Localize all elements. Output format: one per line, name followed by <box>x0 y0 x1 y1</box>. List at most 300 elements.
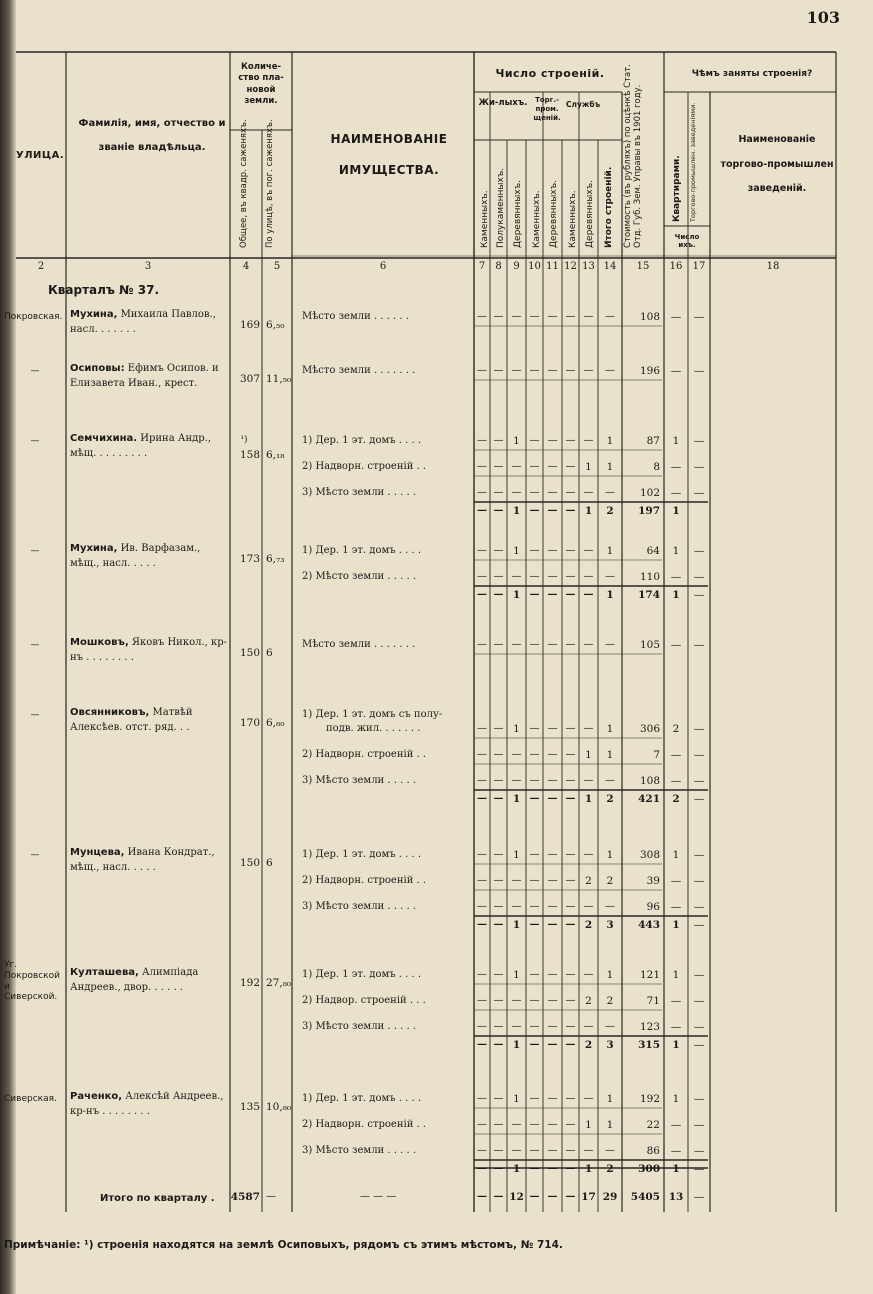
building-count-cell: — <box>477 793 487 804</box>
street-cell: — <box>30 546 40 556</box>
property-item: 3) Мѣсто земли . . . . . <box>302 487 416 498</box>
building-count-cell: — <box>477 775 487 786</box>
land-street-cell: 6 <box>266 857 273 869</box>
building-count-cell: — <box>493 461 504 472</box>
building-count-cell: — <box>493 849 504 860</box>
property-item: 2) Надворн. строеній . . <box>302 1119 427 1130</box>
land-street-cell: 6,₅₀ <box>266 319 285 331</box>
building-count-cell: — <box>477 723 487 734</box>
owner-name <box>70 362 228 391</box>
land-street-cell: 6,₇₃ <box>266 553 285 565</box>
building-count-cell: — <box>547 793 558 804</box>
street-cell: — <box>30 850 40 860</box>
building-count-cell: — <box>529 1039 540 1050</box>
building-count-cell: 1 <box>606 435 614 447</box>
building-count-cell: — <box>565 749 576 760</box>
value-cell: 196 <box>639 365 660 377</box>
building-count-cell: — <box>529 919 540 930</box>
building-count-cell: — <box>583 849 594 860</box>
column-number: 10 <box>528 261 541 272</box>
header-stone-3: Каменныхъ. <box>568 190 578 248</box>
apartments-cell: 1 <box>672 969 680 981</box>
building-count-cell: — <box>493 1191 504 1202</box>
value-cell: 315 <box>638 1039 660 1051</box>
apartments-cell: 1 <box>672 849 680 861</box>
building-count-cell: — <box>493 545 504 556</box>
building-count-cell: 17 <box>581 1191 596 1203</box>
building-count-cell: — <box>477 545 487 556</box>
trade-cell: — <box>693 1093 705 1105</box>
property-item: 2) Надвор. строеній . . . <box>302 995 426 1006</box>
value-cell: 105 <box>639 639 660 651</box>
building-count-cell: — <box>547 1039 558 1050</box>
apartments-cell: — <box>670 749 682 761</box>
value-cell: 86 <box>646 1145 660 1157</box>
trade-cell: — <box>693 435 705 447</box>
header-semistone: Полукаменныхъ. <box>496 167 506 248</box>
building-count-cell: — <box>547 435 558 446</box>
building-count-cell: — <box>565 995 576 1006</box>
apartments-cell: — <box>670 1021 682 1033</box>
column-number: 15 <box>636 261 650 272</box>
value-cell: 64 <box>646 545 660 557</box>
owner-name <box>70 636 228 665</box>
trade-cell: — <box>693 1039 705 1051</box>
building-count-cell: 1 <box>513 545 520 557</box>
building-count-cell: — <box>493 311 504 322</box>
column-number: 12 <box>564 261 577 272</box>
value-cell: 174 <box>638 589 660 601</box>
building-count-cell: 3 <box>606 1039 614 1051</box>
building-count-cell: — <box>605 365 615 376</box>
building-count-cell: — <box>583 901 594 912</box>
owner-surname: Осиповы: <box>70 363 125 374</box>
building-count-cell: — <box>605 901 615 912</box>
building-count-cell: — <box>565 505 576 516</box>
owner-details: Алексѣй Андреев., кр-нъ . . . . . . . . <box>70 1091 224 1117</box>
apartments-cell: — <box>670 365 682 377</box>
grand-total-land: 4587 <box>230 1191 260 1203</box>
building-count-cell: — <box>547 1119 558 1130</box>
column-number: 11 <box>546 261 559 272</box>
building-count-cell: — <box>547 589 558 600</box>
building-count-cell: — <box>477 571 487 582</box>
building-count-cell: — <box>565 1093 576 1104</box>
building-count-cell: — <box>529 849 540 860</box>
land-street-cell: 6,₁₈ <box>266 449 285 461</box>
property-item: 2) Мѣсто земли . . . . . <box>302 571 416 582</box>
building-count-cell: — <box>529 1145 540 1156</box>
property-item: 3) Мѣсто земли . . . . . <box>302 1145 416 1156</box>
building-count-cell: — <box>583 365 594 376</box>
property-item: Мѣсто земли . . . . . . . <box>302 639 416 650</box>
building-count-cell: — <box>493 1021 504 1032</box>
building-count-cell: — <box>511 901 522 912</box>
building-count-cell: — <box>493 775 504 786</box>
land-street-cell: 27,₈₀ <box>266 977 292 989</box>
property-item: 1) Дер. 1 эт. домъ . . . . <box>302 849 422 860</box>
column-number: 18 <box>766 261 780 272</box>
header-stone-2: Каменныхъ. <box>532 190 542 248</box>
building-count-cell: — <box>547 969 558 980</box>
building-count-cell: — <box>529 875 540 886</box>
header-land-street: По улицѣ, въ пог. саженяхъ. <box>265 119 275 248</box>
building-count-cell: — <box>477 435 487 446</box>
building-count-cell: 1 <box>585 461 592 473</box>
building-count-cell: — <box>477 589 487 600</box>
building-count-cell: — <box>583 545 594 556</box>
owner-name <box>70 308 228 337</box>
building-count-cell: — <box>583 1021 594 1032</box>
building-count-cell: — <box>565 311 576 322</box>
land-street-cell: 6 <box>266 647 273 659</box>
building-count-cell: — <box>511 1119 522 1130</box>
owner-surname: Мунцева, <box>70 847 125 858</box>
street-cell: Покровская. <box>4 312 63 322</box>
land-total-cell: 158 <box>239 449 260 461</box>
building-count-cell: 3 <box>606 919 614 931</box>
building-count-cell: 2 <box>606 505 614 517</box>
building-count-cell: — <box>565 723 576 734</box>
owner-details: Матвѣй Алексѣев. отст. ряд. . . <box>70 707 193 733</box>
trade-cell: — <box>693 545 705 557</box>
building-count-cell: — <box>547 875 558 886</box>
building-count-cell: — <box>583 435 594 446</box>
header-wooden-2: Деревянныхъ. <box>549 180 559 248</box>
owner-details: Алимпіада Андреев., двор. . . . . . <box>70 967 199 993</box>
header-stone-1: Каменныхъ. <box>480 190 490 248</box>
building-count-cell: 1 <box>606 723 614 735</box>
column-number: 13 <box>582 261 595 272</box>
header-wooden-3: Деревянныхъ. <box>585 180 595 248</box>
apartments-cell: 2 <box>672 793 680 805</box>
header-trade: Торг.-пром. щеній. <box>533 96 561 122</box>
column-number: 3 <box>144 261 152 272</box>
page-number: 103 <box>806 8 840 27</box>
trade-cell: — <box>693 1145 705 1157</box>
building-count-cell: — <box>565 775 576 786</box>
building-count-cell: 1 <box>606 749 614 761</box>
apartments-cell: — <box>670 901 682 913</box>
land-total-cell: 169 <box>239 319 260 331</box>
header-trade-est: Торгово-промышлен. заведеніями. <box>689 102 697 222</box>
building-count-cell: 1 <box>513 849 520 861</box>
building-count-cell: — <box>547 505 558 516</box>
property-item: 1) Дер. 1 эт. домъ съ полу- <box>302 709 443 720</box>
building-count-cell: — <box>477 1145 487 1156</box>
apartments-cell: — <box>670 311 682 323</box>
value-cell: 5405 <box>630 1191 660 1203</box>
trade-cell: — <box>693 639 705 651</box>
value-cell: 300 <box>638 1163 660 1175</box>
building-count-cell: — <box>547 1145 558 1156</box>
quarter-title: Кварталъ № 37. <box>48 283 159 297</box>
value-cell: 7 <box>653 749 660 761</box>
owner-name <box>70 966 228 995</box>
property-item: 1) Дер. 1 эт. домъ . . . . <box>302 435 422 446</box>
building-count-cell: — <box>493 1039 504 1050</box>
land-footnote-mark: ¹) <box>240 435 248 445</box>
building-count-cell: — <box>477 1119 487 1130</box>
street-cell: — <box>30 436 40 446</box>
building-count-cell: — <box>565 639 576 650</box>
building-count-cell: 2 <box>606 793 614 805</box>
building-count-cell: — <box>493 505 504 516</box>
column-number: 17 <box>692 261 706 272</box>
building-count-cell: — <box>529 995 540 1006</box>
apartments-cell: — <box>670 1145 682 1157</box>
building-count-cell: — <box>529 749 540 760</box>
header-trade-name: Наименованіе торгово-промышлен заведеній. <box>720 134 834 195</box>
owner-name <box>70 1090 228 1119</box>
building-count-cell: — <box>547 639 558 650</box>
building-count-cell: 1 <box>512 1039 521 1051</box>
building-count-cell: — <box>583 311 594 322</box>
building-count-cell: 2 <box>584 919 593 931</box>
property-item: 3) Мѣсто земли . . . . . <box>302 901 416 912</box>
building-count-cell: — <box>477 1093 487 1104</box>
building-count-cell: — <box>547 775 558 786</box>
owner-name <box>70 846 228 875</box>
trade-cell: — <box>693 793 705 805</box>
building-count-cell: 1 <box>512 505 521 517</box>
building-count-cell: — <box>511 775 522 786</box>
column-number: 5 <box>273 261 281 272</box>
building-count-cell: — <box>493 793 504 804</box>
value-cell: 87 <box>646 435 660 447</box>
apartments-cell: 1 <box>672 1093 680 1105</box>
land-total-cell: 135 <box>239 1101 260 1113</box>
building-count-cell: — <box>477 749 487 760</box>
building-count-cell: — <box>565 849 576 860</box>
building-count-cell: — <box>511 487 522 498</box>
building-count-cell: — <box>605 775 615 786</box>
value-cell: 22 <box>646 1119 660 1131</box>
building-count-cell: — <box>605 571 615 582</box>
building-count-cell: 2 <box>606 875 614 887</box>
building-count-cell: — <box>547 365 558 376</box>
building-count-cell: — <box>529 723 540 734</box>
apartments-cell: — <box>670 639 682 651</box>
value-cell: 306 <box>639 723 660 735</box>
building-count-cell: 1 <box>512 919 521 931</box>
header-total-buildings: Итого строеній. <box>604 166 614 248</box>
building-count-cell: — <box>565 969 576 980</box>
building-count-cell: — <box>565 1021 576 1032</box>
building-count-cell: — <box>529 311 540 322</box>
trade-cell: — <box>693 461 705 473</box>
value-cell: 102 <box>639 487 660 499</box>
building-count-cell: — <box>529 1163 540 1174</box>
trade-cell: — <box>693 969 705 981</box>
building-count-cell: — <box>493 487 504 498</box>
building-count-cell: 1 <box>513 435 520 447</box>
building-count-cell: — <box>493 875 504 886</box>
apartments-cell: 1 <box>672 1163 680 1175</box>
apartments-cell: — <box>670 487 682 499</box>
building-count-cell: 1 <box>512 793 521 805</box>
trade-cell: — <box>693 775 705 787</box>
building-count-cell: — <box>493 969 504 980</box>
header-land-total: Общее, въ квадр. саженяхъ. <box>239 119 249 248</box>
value-cell: 421 <box>638 793 660 805</box>
trade-cell: — <box>693 723 705 735</box>
apartments-cell: — <box>670 461 682 473</box>
building-count-cell: — <box>529 589 540 600</box>
building-count-cell: — <box>565 461 576 472</box>
building-count-cell: — <box>529 901 540 912</box>
building-count-cell: — <box>565 1119 576 1130</box>
building-count-cell: — <box>605 639 615 650</box>
building-count-cell: — <box>529 435 540 446</box>
building-count-cell: — <box>511 311 522 322</box>
building-count-cell: 1 <box>606 589 614 601</box>
building-count-cell: — <box>605 1145 615 1156</box>
building-count-cell: — <box>565 1145 576 1156</box>
building-count-cell: — <box>477 1163 487 1174</box>
trade-cell: — <box>693 571 705 583</box>
building-count-cell: 1 <box>512 589 521 601</box>
property-item: 3) Мѣсто земли . . . . . <box>302 775 416 786</box>
building-count-cell: — <box>477 487 487 498</box>
property-item: 2) Надворн. строеній . . <box>302 461 427 472</box>
trade-cell: — <box>693 749 705 761</box>
building-count-cell: 1 <box>512 1163 521 1175</box>
building-count-cell: — <box>493 919 504 930</box>
building-count-cell: — <box>511 571 522 582</box>
value-cell: 443 <box>638 919 660 931</box>
trade-cell: — <box>693 589 705 601</box>
value-cell: 110 <box>639 571 660 583</box>
value-cell: 192 <box>639 1093 660 1105</box>
building-count-cell: 2 <box>606 995 614 1007</box>
building-count-cell: — <box>583 723 594 734</box>
building-count-cell: — <box>529 545 540 556</box>
building-count-cell: 1 <box>513 723 520 735</box>
building-count-cell: — <box>547 901 558 912</box>
building-count-cell: — <box>477 1039 487 1050</box>
building-count-cell: — <box>511 639 522 650</box>
building-count-cell: — <box>583 969 594 980</box>
value-cell: 308 <box>639 849 660 861</box>
building-count-cell: — <box>547 461 558 472</box>
building-count-cell: 2 <box>606 1163 614 1175</box>
column-number: 9 <box>513 261 520 272</box>
value-cell: 8 <box>653 461 660 473</box>
header-land: Количе-ство пла-новой земли. <box>238 62 284 107</box>
apartments-cell: — <box>670 775 682 787</box>
footnote: Примѣчаніе: ¹) строенія находятся на землѣ Осиповыхъ, рядомъ съ этимъ мѣстомъ, № 714. <box>4 1239 563 1251</box>
owner-surname: Мухина, <box>70 309 118 320</box>
owner-details: Михаила Павлов., насл. . . . . . . <box>70 309 216 335</box>
apartments-cell: 1 <box>672 1039 680 1051</box>
building-count-cell: — <box>511 875 522 886</box>
value-cell: 71 <box>646 995 660 1007</box>
building-count-cell: — <box>583 1093 594 1104</box>
building-count-cell: — <box>529 775 540 786</box>
column-number: 7 <box>478 261 486 272</box>
building-count-cell: — <box>547 919 558 930</box>
grand-total-property: — — — <box>360 1191 397 1202</box>
owner-surname: Култашева, <box>70 967 139 978</box>
street-cell: — <box>30 366 40 376</box>
building-count-cell: — <box>477 919 487 930</box>
land-street-cell: 6,₈₀ <box>266 717 285 729</box>
building-count-cell: — <box>565 1039 576 1050</box>
building-count-cell: — <box>493 749 504 760</box>
building-count-cell: — <box>529 505 540 516</box>
owner-surname: Овсянниковъ, <box>70 707 150 718</box>
building-count-cell: — <box>477 875 487 886</box>
building-count-cell: 29 <box>602 1191 618 1203</box>
building-count-cell: — <box>547 1093 558 1104</box>
header-service: Службъ <box>566 100 601 109</box>
building-count-cell: — <box>565 875 576 886</box>
building-count-cell: — <box>529 1021 540 1032</box>
trade-cell: — <box>693 995 705 1007</box>
building-count-cell: — <box>477 461 487 472</box>
column-number: 14 <box>603 261 617 272</box>
header-value: Стоимость (въ рубляхъ) по оцѣнкѣ Стат. Отд. Губ. Зем. Управы въ 1901 году. <box>623 64 643 248</box>
building-count-cell: — <box>477 849 487 860</box>
building-count-cell: — <box>565 919 576 930</box>
trade-cell: — <box>693 1163 705 1175</box>
land-total-cell: 150 <box>239 647 260 659</box>
building-count-cell: 1 <box>606 969 614 981</box>
header-residential: Жи-лыхъ. <box>478 98 528 108</box>
building-count-cell: — <box>477 901 487 912</box>
land-street-cell: 10,₈₀ <box>266 1101 292 1113</box>
building-count-cell: — <box>605 487 615 498</box>
building-count-cell: — <box>583 571 594 582</box>
land-total-cell: 192 <box>239 977 260 989</box>
apartments-cell: — <box>670 1119 682 1131</box>
building-count-cell: — <box>529 1119 540 1130</box>
building-count-cell: — <box>547 849 558 860</box>
building-count-cell: — <box>511 1021 522 1032</box>
building-count-cell: — <box>493 1093 504 1104</box>
land-street-cell: 11,₅₀ <box>266 373 292 385</box>
apartments-cell: 1 <box>672 545 680 557</box>
building-count-cell: 12 <box>509 1191 524 1203</box>
owner-details: Ирина Андр., мѣщ. . . . . . . . . <box>70 433 212 459</box>
building-count-cell: — <box>547 749 558 760</box>
building-count-cell: 1 <box>606 545 614 557</box>
building-count-cell: 1 <box>584 1163 593 1175</box>
building-count-cell: — <box>547 1163 558 1174</box>
apartments-cell: 1 <box>672 435 680 447</box>
owner-name <box>70 542 228 571</box>
building-count-cell: — <box>583 1145 594 1156</box>
property-item: 3) Мѣсто земли . . . . . <box>302 1021 416 1032</box>
building-count-cell: — <box>547 1191 558 1202</box>
header-occupied: Чѣмъ заняты строенія? <box>691 69 813 79</box>
building-count-cell: 1 <box>513 1093 520 1105</box>
building-count-cell: — <box>547 723 558 734</box>
building-count-cell: — <box>511 749 522 760</box>
building-count-cell: — <box>511 1145 522 1156</box>
building-count-cell: — <box>583 775 594 786</box>
building-count-cell: — <box>547 311 558 322</box>
apartments-cell: 13 <box>668 1191 684 1203</box>
owner-details: Ивана Кондрат., мѣщ., насл. . . . . <box>70 847 215 873</box>
building-count-cell: — <box>493 995 504 1006</box>
value-cell: 96 <box>646 901 660 913</box>
building-count-cell: 1 <box>606 1093 614 1105</box>
header-apartments: Квартирами. <box>672 155 682 222</box>
building-count-cell: — <box>477 311 487 322</box>
value-cell: 123 <box>639 1021 660 1033</box>
